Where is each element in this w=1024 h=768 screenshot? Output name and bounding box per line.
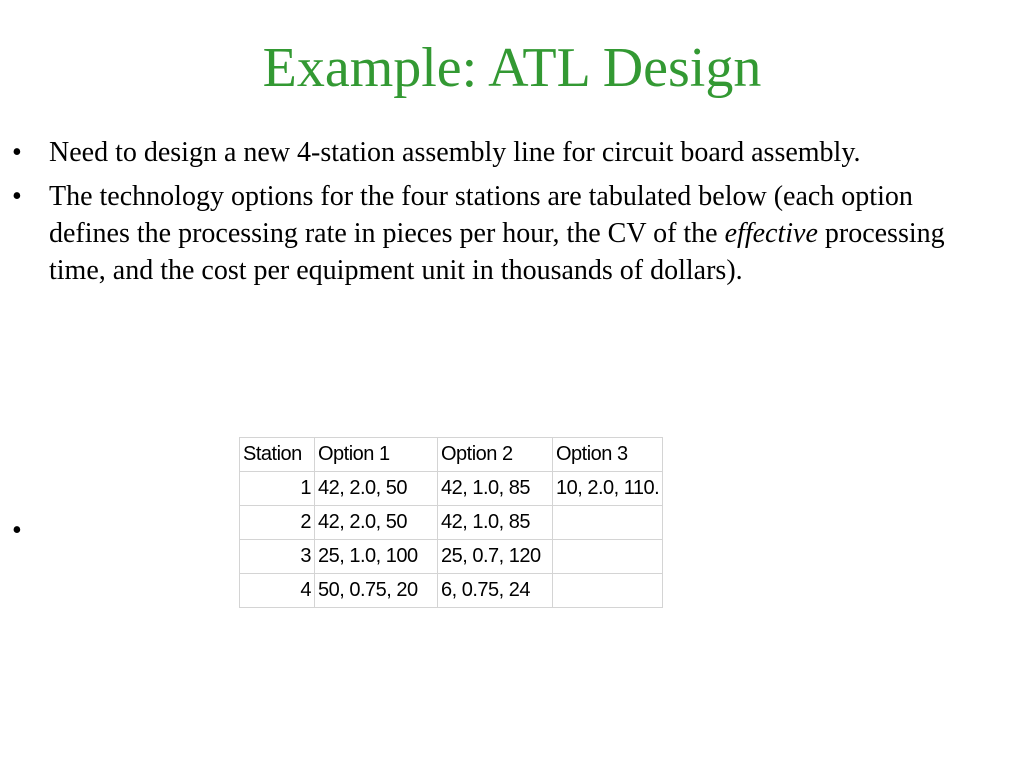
option-cell: 25, 0.7, 120 <box>438 540 553 574</box>
station-cell: 4 <box>240 574 315 608</box>
bullet-symbol: • <box>12 137 22 168</box>
table-header-cell: Station <box>240 438 315 472</box>
table-row <box>240 506 663 540</box>
bullet-symbol: • <box>12 181 22 212</box>
option-cell: 42, 2.0, 50 <box>315 472 438 506</box>
bullet-text-start: The technology options for the four stations are tabulated below (each option defines the processing rate in pieces per hour, the CV of the <box>49 181 913 249</box>
bullet-text-end: processing time, and the cost per equipment unit in thousands of dollars). <box>49 218 945 286</box>
technology-options-table <box>239 437 663 608</box>
table-row <box>240 574 663 608</box>
table-header-cell: Option 1 <box>315 438 438 472</box>
station-cell: 3 <box>240 540 315 574</box>
table-header-cell: Option 2 <box>438 438 553 472</box>
bullet-item <box>12 134 972 171</box>
table-row <box>240 472 663 506</box>
option-cell: 25, 1.0, 100 <box>315 540 438 574</box>
station-cell: 1 <box>240 472 315 506</box>
station-cell: 2 <box>240 506 315 540</box>
option-cell: 42, 1.0, 85 <box>438 472 553 506</box>
empty-bullet-symbol: • <box>12 515 22 546</box>
bullet-text: Need to design a new 4-station assembly line for circuit board assembly. <box>49 137 861 168</box>
table-header-row <box>240 438 663 472</box>
option-cell: 10, 2.0, 110. <box>553 472 663 506</box>
option-cell: 42, 2.0, 50 <box>315 506 438 540</box>
table-row <box>240 540 663 574</box>
option-cell <box>553 574 663 608</box>
option-cell: 6, 0.75, 24 <box>438 574 553 608</box>
option-cell <box>553 540 663 574</box>
slide-title: Example: ATL Design <box>262 37 762 99</box>
option-cell <box>553 506 663 540</box>
bullet-text-emphasis: effective <box>724 218 818 249</box>
table-header-cell: Option 3 <box>553 438 663 472</box>
bullet-list <box>12 134 972 296</box>
bullet-item <box>12 178 972 289</box>
option-cell: 50, 0.75, 20 <box>315 574 438 608</box>
option-cell: 42, 1.0, 85 <box>438 506 553 540</box>
